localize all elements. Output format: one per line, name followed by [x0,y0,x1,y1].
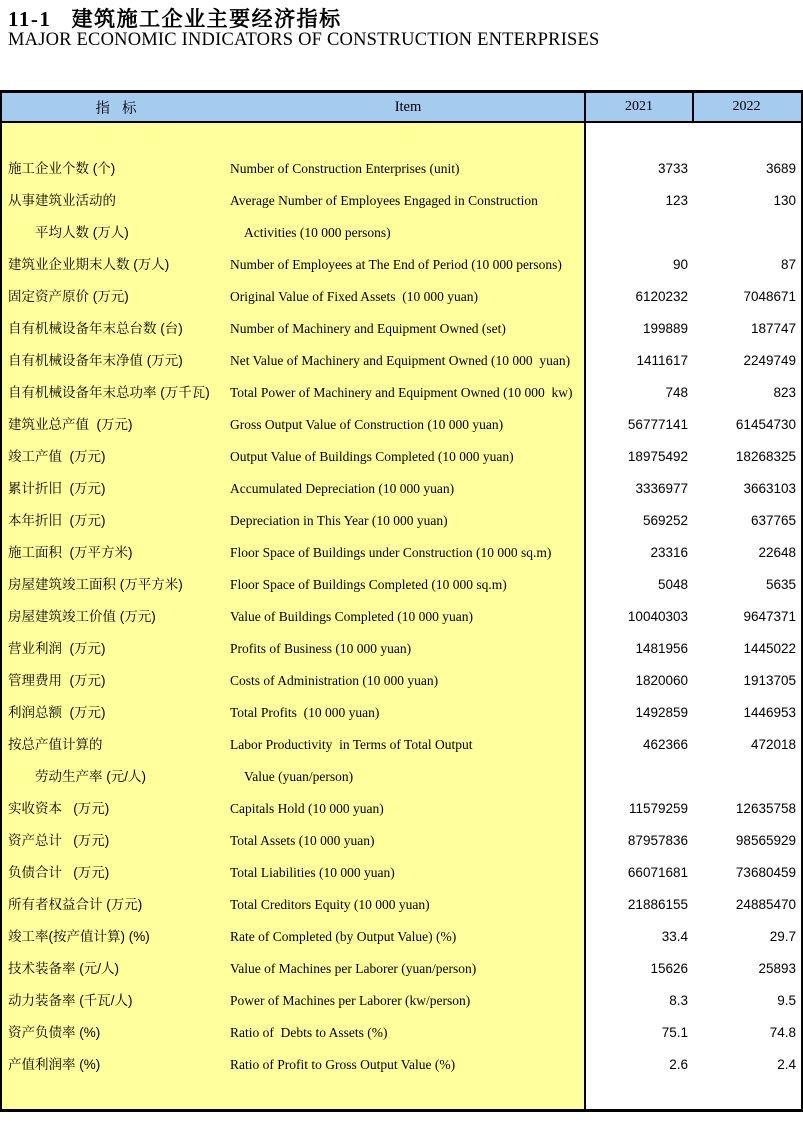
table-row [2,473,801,505]
value-2022: 25893 [758,961,796,976]
value-2022: 9647371 [743,609,796,624]
page-title-en: MAJOR ECONOMIC INDICATORS OF CONSTRUCTION ENTERPRISES [8,30,600,50]
table-row [2,793,801,825]
indicator-label-zh: 实收资本 (万元) [8,801,110,816]
table-row [2,409,801,441]
indicator-label-zh: 房屋建筑竣工面积 (万平方米) [8,577,183,592]
indicator-label-en: Number of Construction Enterprises (unit) [230,161,460,176]
table-row [2,569,801,601]
table-row [2,1017,801,1049]
value-2021: 1411617 [636,353,688,368]
table-row [2,665,801,697]
column-header-2021: 2021 [625,99,653,114]
value-2022: 187747 [750,321,796,336]
table-row [2,1049,801,1081]
value-2021: 462366 [642,737,688,752]
indicator-label-zh: 利润总额 (万元) [8,705,106,720]
indicator-label-en: Total Creditors Equity (10 000 yuan) [230,897,430,912]
indicator-label-en: Floor Space of Buildings under Construction (10 000 sq.m) [230,545,552,560]
indicator-label-en: Activities (10 000 persons) [244,225,391,240]
indicator-label-en: Original Value of Fixed Assets (10 000 yuan) [230,289,478,304]
table-body [2,123,801,1109]
indicator-label-zh: 技术装备率 (元/人) [8,961,119,976]
value-2021: 90 [672,257,688,272]
value-2021: 1481956 [635,641,688,656]
table-row [2,281,801,313]
column-header-indicator: 指 标 [95,100,137,117]
indicator-label-en: Profits of Business (10 000 yuan) [230,641,412,656]
indicator-label-zh: 劳动生产率 (元/人) [35,769,146,784]
indicator-label-zh: 施工面积 (万平方米) [8,545,133,560]
indicator-label-zh: 动力装备率 (千瓦/人) [8,993,133,1008]
indicator-label-en: Total Liabilities (10 000 yuan) [230,865,395,880]
indicator-label-en: Ratio of Debts to Assets (%) [230,1025,388,1040]
indicator-label-zh: 自有机械设备年末总功率 (万千瓦) [8,385,210,400]
value-2022: 3689 [765,161,796,176]
value-2022: 22648 [758,545,796,560]
table-row [2,441,801,473]
indicator-label-en: Ratio of Profit to Gross Output Value (%) [230,1057,456,1072]
value-2022: 637765 [750,513,796,528]
indicator-label-en: Rate of Completed (by Output Value) (%) [230,929,457,944]
table-row [2,921,801,953]
value-2021: 11579259 [628,801,688,816]
value-2021: 569252 [642,513,688,528]
table-row [2,505,801,537]
indicator-label-en: Output Value of Buildings Completed (10 000 yuan) [230,449,514,464]
value-2021: 56777141 [627,417,688,432]
value-2022: 24885470 [735,897,796,912]
value-2021: 748 [665,385,688,400]
value-2022: 2249749 [743,353,796,368]
value-2021: 10040303 [627,609,688,624]
indicator-label-en: Value (yuan/person) [244,769,354,784]
table-row [2,185,801,217]
value-2022: 73680459 [735,865,796,880]
indicator-label-zh: 产值利润率 (%) [8,1057,101,1072]
value-2021: 75.1 [661,1025,688,1040]
indicator-label-en: Costs of Administration (10 000 yuan) [230,673,439,688]
value-2021: 18975492 [627,449,688,464]
indicator-label-zh: 从事建筑业活动的 [8,193,116,208]
indicator-label-en: Floor Space of Buildings Completed (10 000 sq.m) [230,577,507,592]
indicator-label-zh: 本年折旧 (万元) [8,513,106,528]
value-2021: 33.4 [661,929,688,944]
indicator-label-en: Total Power of Machinery and Equipment Owned (10 000 kw) [230,385,573,400]
table-row [2,729,801,761]
indicator-label-en: Capitals Hold (10 000 yuan) [230,801,384,816]
indicator-label-zh: 固定资产原价 (万元) [8,289,129,304]
indicator-label-en: Gross Output Value of Construction (10 000 yuan) [230,417,504,432]
indicator-label-zh: 建筑业总产值 (万元) [8,417,133,432]
indicator-label-en: Total Profits (10 000 yuan) [230,705,380,720]
table-row [2,985,801,1017]
indicator-label-en: Labor Productivity in Terms of Total Output [230,737,473,752]
header-divider-2021-2022 [692,93,694,121]
value-2021: 15626 [650,961,688,976]
value-2022: 7048671 [743,289,796,304]
indicator-label-en: Number of Employees at The End of Period (10 000 persons) [230,257,562,272]
table-header-row [2,93,801,123]
indicator-label-zh: 管理费用 (万元) [8,673,106,688]
value-2022: 74.8 [769,1025,796,1040]
value-2022: 3663103 [743,481,796,496]
value-2022: 1913705 [743,673,796,688]
table-row [2,761,801,793]
value-2021: 123 [665,193,688,208]
table-row [2,697,801,729]
indicator-label-zh: 竣工产值 (万元) [8,449,106,464]
indicator-label-en: Average Number of Employees Engaged in Construction [230,193,538,208]
column-header-2022: 2022 [732,99,761,114]
value-2022: 61454730 [735,417,796,432]
value-2021: 87957836 [627,833,688,848]
column-header-item: Item [394,98,422,115]
indicators-table [0,90,803,1112]
table-row [2,825,801,857]
value-2022: 18268325 [735,449,796,464]
indicator-label-zh: 自有机械设备年末净值 (万元) [8,353,183,368]
value-2022: 29.7 [769,929,796,944]
table-row [2,153,801,185]
value-2021: 1492859 [635,705,688,720]
indicator-label-zh: 竣工率(按产值计算) (%) [8,929,150,944]
indicator-label-zh: 房屋建筑竣工价值 (万元) [8,609,156,624]
indicator-label-zh: 累计折旧 (万元) [8,481,106,496]
table-row [2,889,801,921]
value-2022: 472018 [750,737,796,752]
value-2022: 823 [773,385,796,400]
table-row [2,249,801,281]
indicator-label-en: Net Value of Machinery and Equipment Owned (10 000 yuan) [230,353,571,368]
table-row [2,857,801,889]
value-2022: 2.4 [777,1057,796,1072]
indicator-label-zh: 施工企业个数 (个) [8,161,116,176]
value-2022: 98565929 [735,833,796,848]
value-2022: 1446953 [743,705,796,720]
indicator-label-zh: 按总产值计算的 [8,737,103,752]
value-2022: 1445022 [743,641,796,656]
value-2022: 5635 [765,577,796,592]
value-2021: 1820060 [635,673,688,688]
table-row [2,633,801,665]
indicator-label-en: Number of Machinery and Equipment Owned (set) [230,321,506,336]
value-2021: 6120232 [635,289,688,304]
value-2021: 3336977 [635,481,688,496]
table-row [2,377,801,409]
indicator-label-en: Value of Buildings Completed (10 000 yuan) [230,609,473,624]
table-row [2,217,801,249]
indicator-label-zh: 资产总计 (万元) [8,833,110,848]
table-row [2,601,801,633]
value-2021: 3733 [657,161,688,176]
value-2021: 199889 [642,321,688,336]
indicator-label-en: Depreciation in This Year (10 000 yuan) [230,513,448,528]
indicator-label-zh: 建筑业企业期末人数 (万人) [8,257,170,272]
table-row [2,537,801,569]
indicator-label-zh: 自有机械设备年末总台数 (台) [8,321,183,336]
value-2021: 23316 [650,545,688,560]
indicator-label-en: Total Assets (10 000 yuan) [230,833,375,848]
table-row [2,313,801,345]
header-divider-item-2021 [584,93,586,121]
indicator-label-zh: 负债合计 (万元) [8,865,110,880]
value-2021: 5048 [657,577,688,592]
value-2021: 8.3 [669,993,688,1008]
indicator-label-en: Power of Machines per Laborer (kw/person) [230,993,471,1008]
indicator-label-zh: 资产负债率 (%) [8,1025,101,1040]
indicator-label-zh: 所有者权益合计 (万元) [8,897,143,912]
indicator-label-en: Value of Machines per Laborer (yuan/person) [230,961,477,976]
page-title-zh: 11-1 建筑施工企业主要经济指标 [8,7,342,31]
indicator-label-en: Accumulated Depreciation (10 000 yuan) [230,481,455,496]
value-2022: 87 [780,257,796,272]
value-2021: 21886155 [627,897,688,912]
value-2021: 2.6 [669,1057,688,1072]
value-2022: 130 [773,193,796,208]
value-2021: 66071681 [627,865,688,880]
indicator-label-zh: 营业利润 (万元) [8,641,106,656]
indicator-label-zh: 平均人数 (万人) [35,225,129,240]
value-2022: 12635758 [735,801,796,816]
value-2022: 9.5 [777,993,796,1008]
table-row [2,953,801,985]
table-row [2,345,801,377]
